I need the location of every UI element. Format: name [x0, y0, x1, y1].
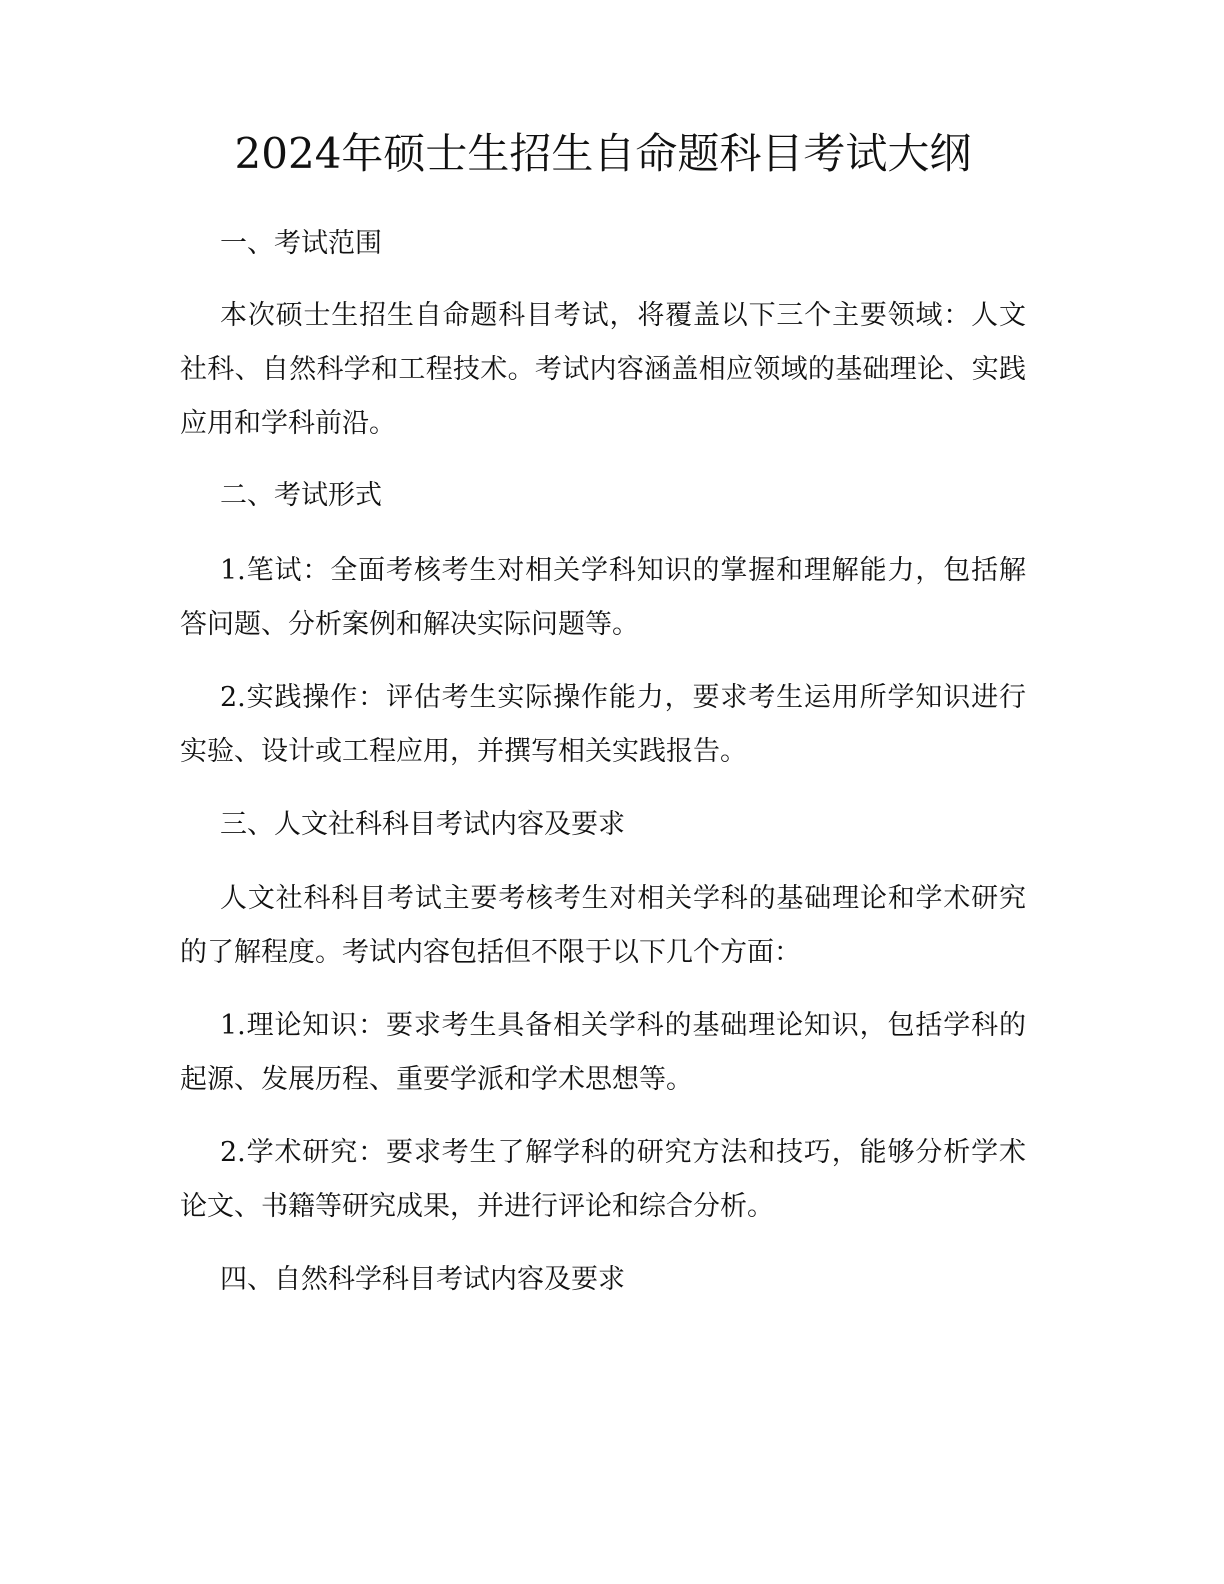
- document-title: 2024年硕士生招生自命题科目考试大纲: [234, 129, 972, 178]
- paragraph-theory-knowledge: 1.理论知识：要求考生具备相关学科的基础理论知识，包括学科的起源、发展历程、重要学派和学术思想等。: [180, 1010, 1026, 1095]
- paragraph-academic-research: 2.学术研究：要求考生了解学科的研究方法和技巧，能够分析学术论文、书籍等研究成果，并进行评论和综合分析。: [180, 1137, 1026, 1222]
- section-heading-4: 四、自然科学科目考试内容及要求: [220, 1264, 625, 1295]
- paragraph-practical-exam: 2.实践操作：评估考生实际操作能力，要求考生运用所学知识进行实验、设计或工程应用，并撰写相关实践报告。: [180, 682, 1026, 767]
- section-heading-2: 二、考试形式: [220, 480, 382, 511]
- paragraph-written-exam: 1.笔试：全面考核考生对相关学科知识的掌握和理解能力，包括解答问题、分析案例和解决实际问题等。: [180, 555, 1026, 640]
- section-heading-1: 一、考试范围: [220, 228, 382, 259]
- section-heading-3: 三、人文社科科目考试内容及要求: [220, 809, 625, 840]
- paragraph-humanities-intro: 人文社科科目考试主要考核考生对相关学科的基础理论和学术研究的了解程度。考试内容包括但不限于以下几个方面：: [180, 883, 1026, 968]
- paragraph-scope: 本次硕士生招生自命题科目考试，将覆盖以下三个主要领域：人文社科、自然科学和工程技术。考试内容涵盖相应领域的基础理论、实践应用和学科前沿。: [180, 300, 1026, 439]
